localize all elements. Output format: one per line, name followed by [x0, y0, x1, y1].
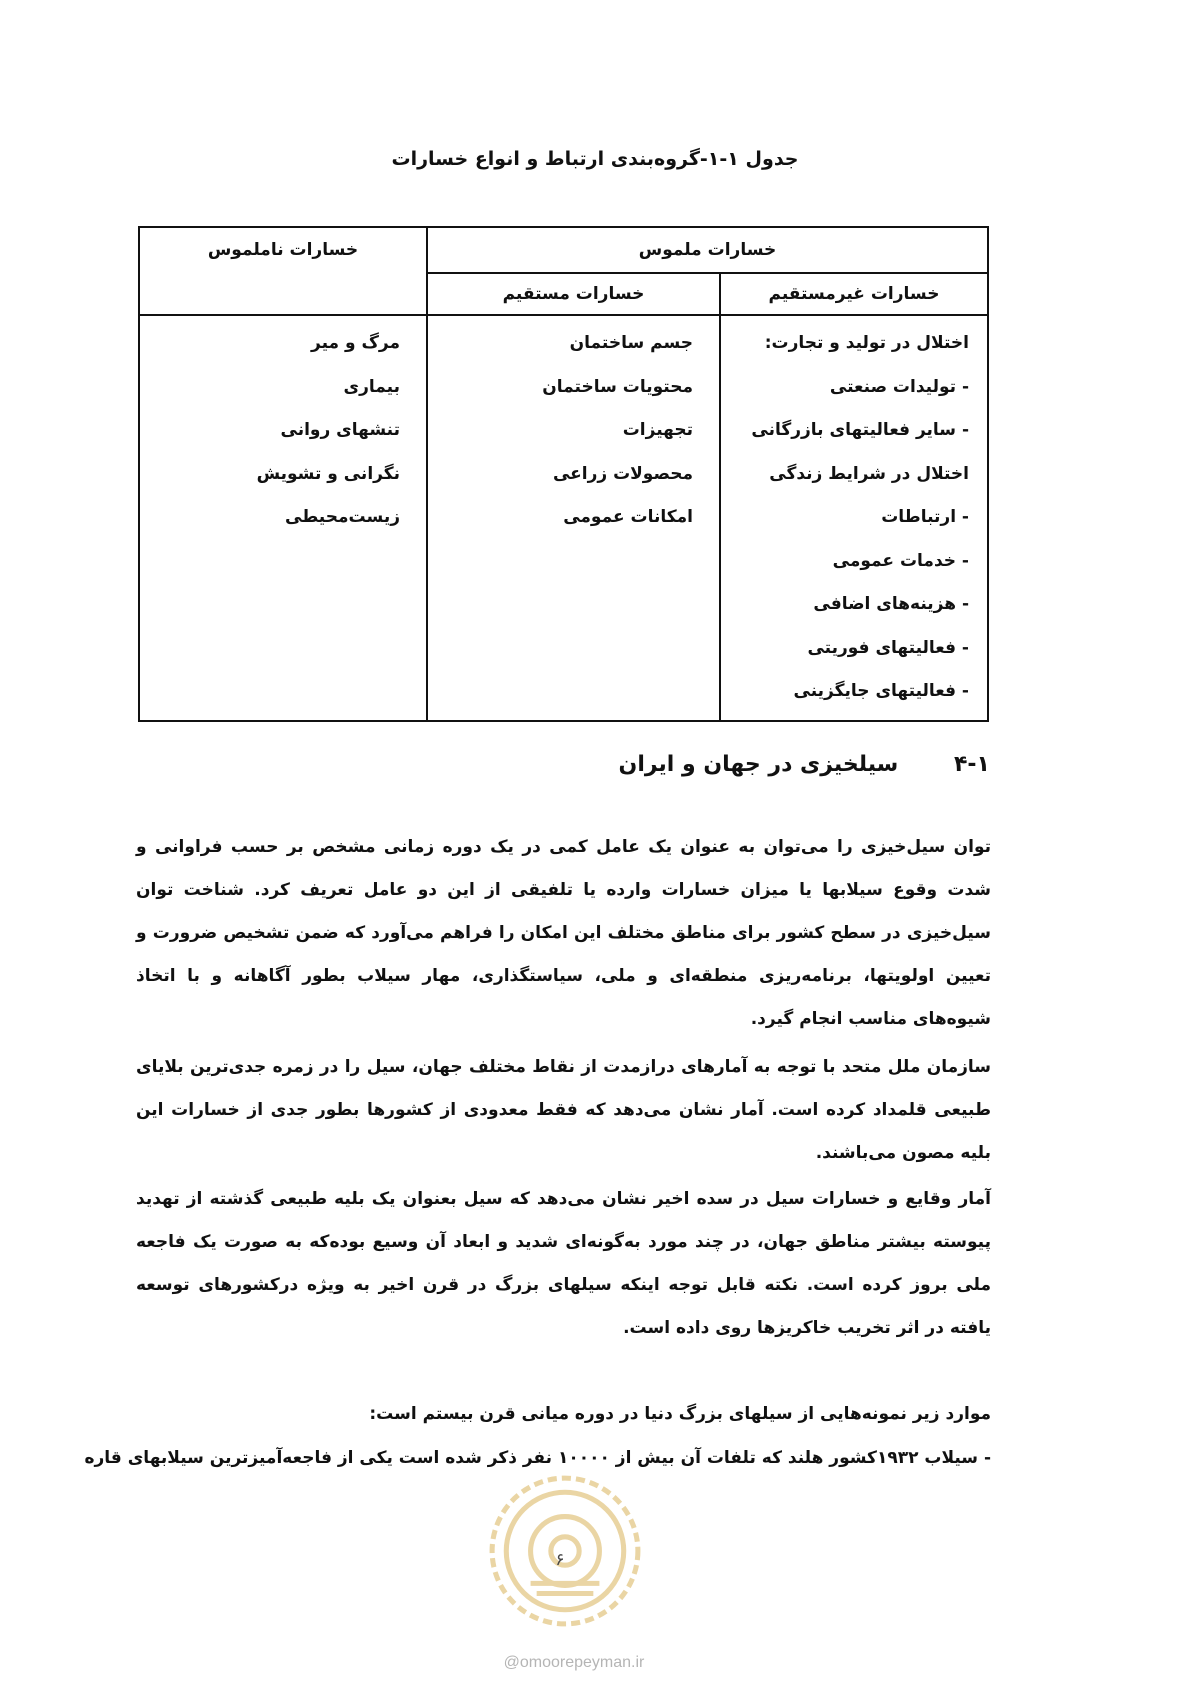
paragraph: موارد زیر نمونه‌هایی از سیلهای بزرگ دنیا در دوره میانی قرن بیستم است: — [369, 1404, 991, 1424]
header-intangible: خسارات ناملموس — [139, 227, 427, 315]
losses-table — [138, 226, 989, 722]
indirect-column — [720, 315, 988, 721]
intangible-item: نگرانی و تشویش — [256, 463, 400, 484]
intangible-item: بیماری — [343, 376, 400, 397]
table-caption: جدول ۱-۱-گروه‌بندی ارتباط و انواع خسارات — [391, 148, 799, 170]
indirect-item: - خدمات عمومی — [832, 550, 969, 571]
direct-item: تجهیزات — [622, 420, 693, 440]
indirect-item: اختلال در تولید و تجارت: — [764, 333, 969, 353]
indirect-item: - تولیدات صنعتی — [829, 376, 969, 397]
indirect-item: - فعالیتهای جایگزینی — [793, 681, 969, 701]
paragraph: سازمان ملل متحد با توجه به آمارهای درازمدت از نقاط مختلف جهان، سیل را در زمره جدی‌ترین بلایای طبیعی قلمداد کرده است. آمار نشان می‌دهد که فقط معدودی از کشورها بطور جدی از خسارات این بلیه مصون می‌باشند. — [136, 1057, 991, 1163]
header-direct: خسارات مستقیم — [427, 273, 720, 315]
section-title: سیلخیزی در جهان و ایران — [618, 752, 899, 777]
direct-item: جسم ساختمان — [569, 333, 693, 353]
indirect-item: - هزینه‌های اضافی — [813, 594, 969, 614]
direct-item: امکانات عمومی — [563, 507, 693, 527]
indirect-item: اختلال در شرایط زندگی — [769, 463, 969, 484]
intangible-column — [139, 315, 427, 721]
indirect-item: - سایر فعالیتهای بازرگانی — [751, 420, 969, 440]
direct-item: محصولات زراعی — [552, 463, 693, 484]
intangible-item: مرگ و میر — [311, 333, 400, 353]
page-number: ۶ — [555, 1550, 565, 1570]
bullet-item: - سیلاب ۱۹۳۲کشور هلند که تلفات آن بیش از ۱۰۰۰۰ نفر ذکر شده است یکی از فاجعه‌آمیزترین سیلابهای قاره — [84, 1448, 991, 1468]
header-indirect: خسارات غیرمستقیم — [720, 273, 988, 315]
section-heading — [600, 752, 990, 792]
intangible-item: زیست‌محیطی — [285, 507, 400, 527]
paragraph: آمار وقایع و خسارات سیل در سده اخیر نشان می‌دهد که سیل بعنوان یک بلیه طبیعی گذشته از تهدید پیوسته بیشتر مناطق جهان، در چند مورد به‌گونه‌ای شدید و ابعاد آن وسیع بوده‌که به صورت یک فاجعه ملی بروز کرده است. نکته قابل توجه اینکه سیلهای بزرگ در قرن اخیر به ویژه درکشورهای توسعه یافته در اثر تخریب خاکریزها روی داده است. — [136, 1189, 991, 1338]
direct-column — [427, 315, 720, 721]
intangible-item: تنشهای روانی — [280, 420, 400, 440]
watermark-site: @omoorepeyman.ir — [503, 1654, 645, 1671]
direct-item: محتویات ساختمان — [542, 376, 693, 397]
section-number: ۴-۱ — [954, 752, 990, 777]
indirect-item: - فعالیتهای فوریتی — [807, 637, 969, 658]
indirect-item: - ارتباطات — [881, 507, 969, 527]
header-tangible: خسارات ملموس — [427, 227, 988, 273]
paragraph: توان سیل‌خیزی را می‌توان به عنوان یک عامل کمی در یک دوره زمانی مشخص بر حسب فراوانی و شدت وقوع سیلابها یا میزان خسارات وارده یا تلفیقی از این دو عامل تعریف کرد. شناخت توان سیل‌خیزی در سطح کشور برای مناطق مختلف این امکان را فراهم می‌آورد که ضمن تشخیص ضرورت و تعیین اولویتها، برنامه‌ریزی منطقه‌ای و ملی، سیاستگذاری، مهار سیلاب بطور آگاهانه و با اتخاذ شیوه‌های مناسب انجام گیرد. — [136, 837, 991, 1029]
